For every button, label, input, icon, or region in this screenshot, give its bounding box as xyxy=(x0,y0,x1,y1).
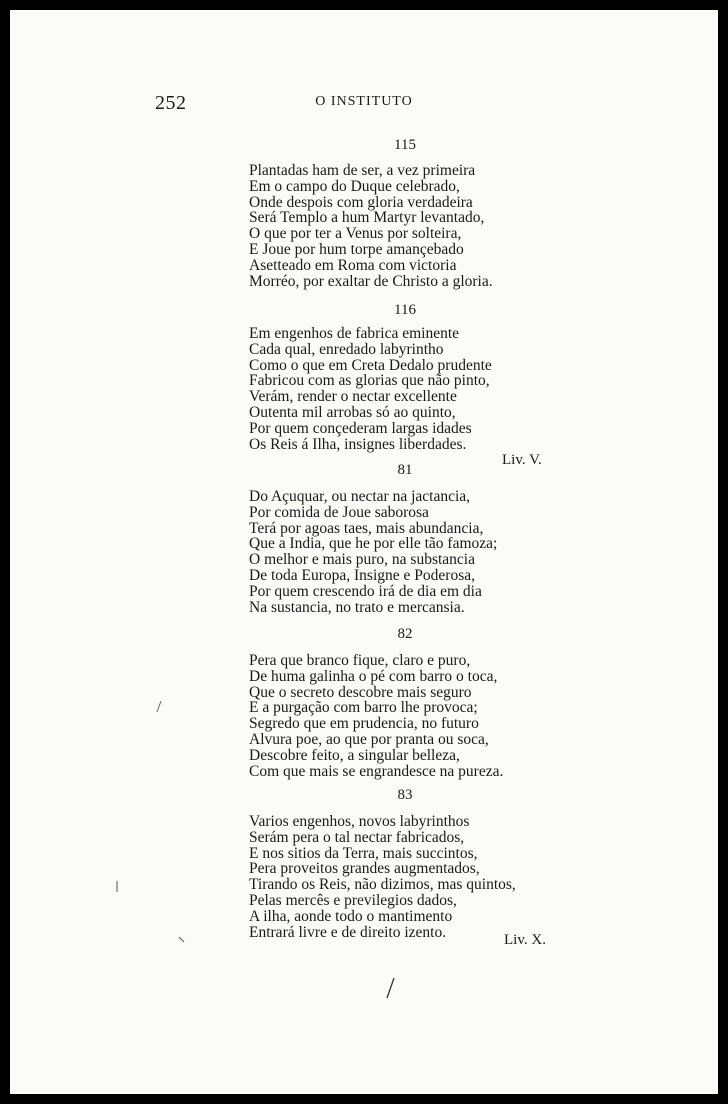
stanza-number: 81 xyxy=(397,462,413,478)
verse-line: E nos sitios da Terra, mais succintos, xyxy=(249,844,478,862)
stanza xyxy=(249,814,569,940)
source-reference: Liv. X. xyxy=(504,932,546,948)
verse-line: Pera que branco fique, claro e puro, xyxy=(249,652,471,669)
verse-line: Do Açuquar, ou nectar na jactancia, xyxy=(249,488,471,505)
verse-line: Segredo que em prudencia, no futuro xyxy=(249,715,479,733)
verse-line: Alvura poe, ao que por pranta ou soca, xyxy=(249,730,489,748)
verse-line: Asetteado em Roma com victoria xyxy=(249,256,457,274)
verse-line: Descobre feito, a singular belleza, xyxy=(249,746,460,764)
verse-line: Na sustancia, no trato e mercansia. xyxy=(249,598,465,616)
verse-line: Entrará livre e de direito izento. xyxy=(249,923,447,941)
verse-line: De toda Europa, Insigne e Poderosa, xyxy=(249,566,475,584)
verse-line: Por quem conçederam largas idades xyxy=(249,419,472,437)
verse-line: E a purgação com barro lhe provoca; xyxy=(249,699,478,717)
verse-line: Que o secreto descobre mais seguro xyxy=(249,683,472,701)
running-title: O INSTITUTO xyxy=(315,94,413,109)
verse-line: A ilha, aonde todo o mantimento xyxy=(249,907,453,925)
stanza xyxy=(249,489,569,615)
verse-line: Que a India, que he por elle tão famoza; xyxy=(249,535,498,553)
verse-line: Plantadas ham de ser, a vez primeira xyxy=(249,162,476,179)
verse-line: Como o que em Creta Dedalo prudente xyxy=(249,356,492,374)
verse-line: De huma galinha o pé com barro o toca, xyxy=(249,667,498,685)
verse-line: E Joue por hum torpe amançebado xyxy=(249,240,464,258)
stanza xyxy=(249,326,569,452)
verse-line: O que por ter a Venus por solteira, xyxy=(249,225,462,243)
stanza xyxy=(249,653,569,779)
page-number: 252 xyxy=(155,92,187,114)
verse-line: Pelas mercês e previlegios dados, xyxy=(249,891,457,909)
ink-mark xyxy=(155,700,163,714)
stanza-number: 82 xyxy=(397,626,413,642)
ink-mark xyxy=(178,936,186,944)
verse-line: Onde despois com gloria verdadeira xyxy=(249,193,473,211)
verse-line: Verám, render o nectar excellente xyxy=(249,388,457,406)
ink-mark xyxy=(383,976,397,1000)
stanza-number: 116 xyxy=(394,302,416,318)
verse-line: Varios engenhos, novos labyrinthos xyxy=(249,813,470,830)
stanza-number: 83 xyxy=(397,787,413,803)
stanza-number: 115 xyxy=(394,137,416,153)
verse-line: Terá por agoas taes, mais abundancia, xyxy=(249,519,484,537)
verse-line: Em engenhos de fabrica eminente xyxy=(249,325,460,342)
verse-line: Por comida de Joue saborosa xyxy=(249,503,429,521)
verse-line: Os Reis á Ilha, insignes liberdades. xyxy=(249,435,467,453)
verse-line: Fabricou com as glorias que não pinto, xyxy=(249,372,490,390)
verse-line: Tirando os Reis, não dizimos, mas quintos, xyxy=(249,876,516,894)
verse-line: O melhor e mais puro, na substancia xyxy=(249,551,475,569)
ink-mark xyxy=(114,880,120,894)
verse-line: Será Templo a hum Martyr levantado, xyxy=(249,209,485,227)
source-reference: Liv. V. xyxy=(502,452,542,468)
verse-line: Com que mais se engrandesce na pureza. xyxy=(249,762,504,780)
stanza xyxy=(249,163,569,289)
verse-line: Outenta mil arrobas só ao quinto, xyxy=(249,403,456,421)
verse-line: Morréo, por exaltar de Christo a gloria. xyxy=(249,272,493,290)
page xyxy=(10,10,718,1094)
verse-line: Em o campo do Duque celebrado, xyxy=(249,177,460,195)
verse-line: Serám pera o tal nectar fabricados, xyxy=(249,828,465,846)
verse-line: Por quem crescendo irá de dia em dia xyxy=(249,582,482,600)
verse-line: Pera proveitos grandes augmentados, xyxy=(249,860,480,878)
verse-line: Cada qual, enredado labyrintho xyxy=(249,340,444,358)
